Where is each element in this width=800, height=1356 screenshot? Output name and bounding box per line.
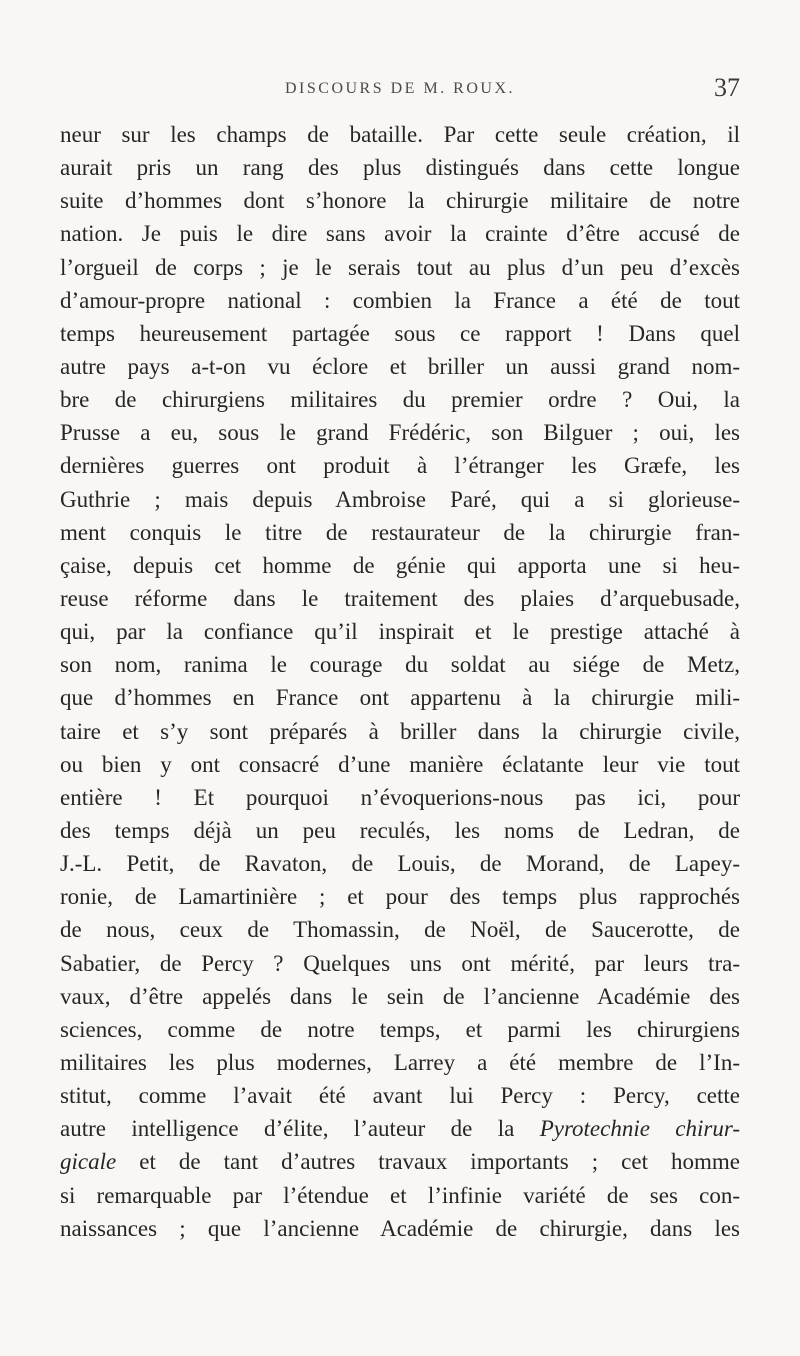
text-line: temps heureusement partagée sous ce rapport ! Dans quel xyxy=(60,320,740,346)
text-line: des temps déjà un peu reculés, les noms de Ledran, de xyxy=(60,817,740,843)
text-line: ment conquis le titre de restaurateur de la chirurgie fran- xyxy=(60,519,740,545)
text-line: sciences, comme de notre temps, et parmi les chirurgiens xyxy=(60,1016,740,1042)
text-line: Prusse a eu, sous le grand Frédéric, son Bilguer ; oui, les xyxy=(60,420,740,446)
text-line: militaires les plus modernes, Larrey a été membre de l’In- xyxy=(60,1049,740,1075)
text-line: ou bien y ont consacré d’une manière éclatante leur vie tout xyxy=(60,751,740,777)
text-line: çaise, depuis cet homme de génie qui apporta une si heu- xyxy=(60,552,740,578)
text-line-with-title xyxy=(60,1112,740,1145)
text-line: qui, par la confiance qu’il inspirait et le prestige attaché à xyxy=(60,619,740,645)
text-line: l’orgueil de corps ; je le serais tout au plus d’un peu d’excès xyxy=(60,254,740,280)
text-line: J.-L. Petit, de Ravaton, de Louis, de Morand, de Lapey- xyxy=(60,851,740,877)
running-head: DISCOURS DE M. ROUX. xyxy=(284,80,516,97)
text-line: aurait pris un rang des plus distingués dans cette longue xyxy=(60,155,740,181)
text-line: neur sur les champs de bataille. Par cette seule création, il xyxy=(60,122,740,147)
text-line: si remarquable par l’étendue et l’infinie variété de ses con- xyxy=(60,1182,740,1208)
text-line: nation. Je puis le dire sans avoir la crainte d’être accusé de xyxy=(60,221,740,247)
line-text: et de tant d’autres travaux importants ; cet homme xyxy=(116,1149,740,1175)
line-text: autre intelligence d’élite, l’auteur de la xyxy=(60,1116,540,1142)
text-line: son nom, ranima le courage du soldat au siége de Metz, xyxy=(60,652,740,678)
text-line: vaux, d’être appelés dans le sein de l’ancienne Académie des xyxy=(60,983,740,1009)
text-body xyxy=(60,118,740,1245)
text-line-with-title xyxy=(60,1145,740,1178)
text-line: d’amour-propre national : combien la France a été de tout xyxy=(60,287,740,313)
text-line: taire et s’y sont préparés à briller dans la chirurgie civile, xyxy=(60,718,740,744)
text-line: reuse réforme dans le traitement des plaies d’arquebusade, xyxy=(60,585,740,611)
text-line: que d’hommes en France ont appartenu à la chirurgie mili- xyxy=(60,685,740,711)
text-line: bre de chirurgiens militaires du premier ordre ? Oui, la xyxy=(60,387,740,413)
book-title-italic: Pyrotechnie chirur- xyxy=(539,1116,740,1142)
book-title-italic: gicale xyxy=(60,1149,117,1175)
text-line: Sabatier, de Percy ? Quelques uns ont mérité, par leurs tra- xyxy=(60,950,740,976)
text-line: entière ! Et pourquoi n’évoquerions-nous pas ici, pour xyxy=(60,784,740,810)
text-line: naissances ; que l’ancienne Académie de chirurgie, dans les xyxy=(60,1215,740,1241)
text-line: Guthrie ; mais depuis Ambroise Paré, qui a si glorieuse- xyxy=(60,486,740,512)
text-line: stitut, comme l’avait été avant lui Percy : Percy, cette xyxy=(60,1083,740,1109)
text-line: suite d’hommes dont s’honore la chirurgie militaire de notre xyxy=(60,188,740,214)
text-line: de nous, ceux de Thomassin, de Noël, de Saucerotte, de xyxy=(60,917,740,943)
page-number: 37 xyxy=(714,73,740,102)
text-line: ronie, de Lamartinière ; et pour des temps plus rapprochés xyxy=(60,884,740,910)
text-line: autre pays a-t-on vu éclore et briller un aussi grand nom- xyxy=(60,353,740,379)
text-line: dernières guerres ont produit à l’étranger les Græfe, les xyxy=(60,453,740,479)
